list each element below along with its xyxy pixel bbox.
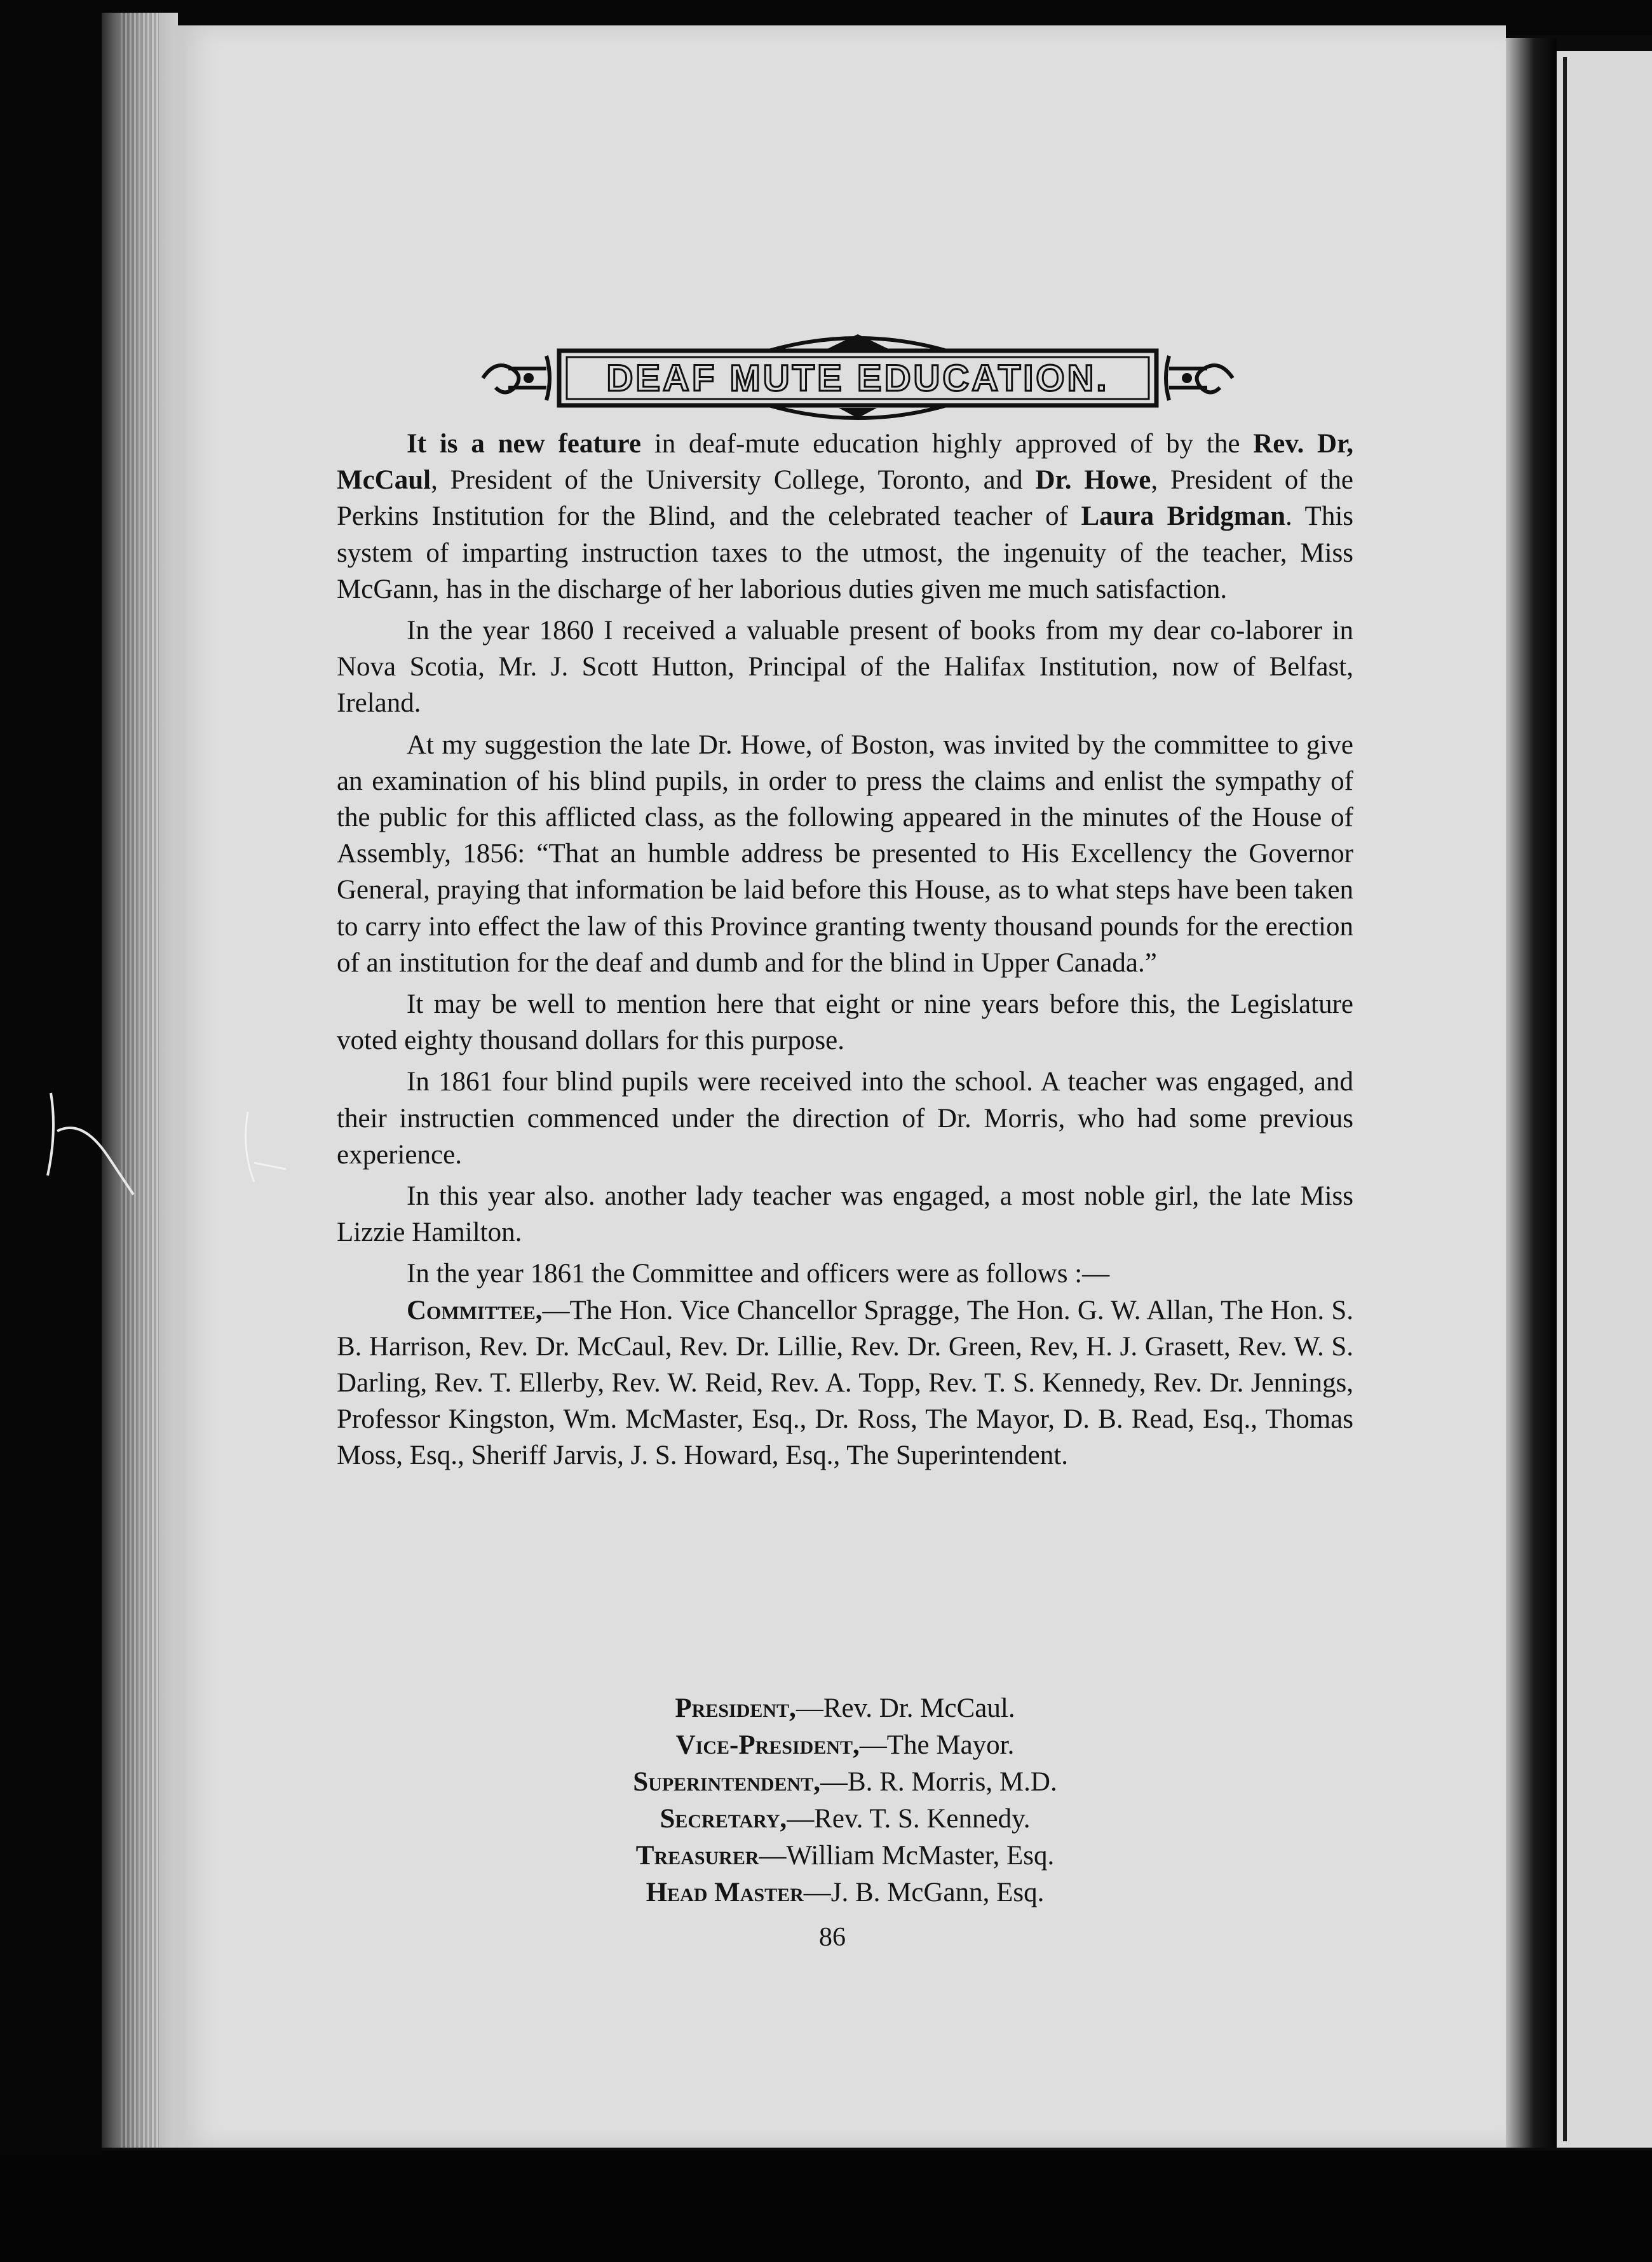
- paragraph-3: At my suggestion the late Dr. Howe, of Boston, was invited by the committee to give an examination of his blind pupils, in order to press the claims and enlist the sympathy of the public for this afflicted class, as the following appeared in the minutes of the House of Assembly, 1856: “That an humble address be presented to His Excellency the Governor General, praying that information be laid before this House, as to what steps have been taken to carry into effect the law of this Province granting twenty thousand pounds for the erection of an institution for the deaf and dumb and for the blind in Upper Canada.”: [337, 729, 1353, 978]
- scan-border-bottom: [0, 2151, 1652, 2262]
- facing-page: [1557, 51, 1652, 2148]
- paragraph-lead: It is a new feature: [407, 429, 641, 459]
- page-stack-lines: [121, 13, 159, 2148]
- officer-row: Treasurer—William McMaster, Esq.: [635, 1841, 1055, 1871]
- officer-row: President,—Rev. Dr. McCaul.: [675, 1693, 1015, 1723]
- officer-row: Superintendent,—B. R. Morris, M.D.: [633, 1767, 1057, 1797]
- body-text: [337, 426, 1353, 1474]
- officer-row: Head Master—J. B. McGann, Esq.: [646, 1878, 1045, 1907]
- paragraph-1: It is a new feature in deaf-mute education highly approved of by the Rev. Dr, McCaul, President of the University College, Toronto, and Dr. Howe, President of the Perkins Institution for the Blind, and the celebrated teacher of Laura Bridgman. This system of imparting instruction taxes to the utmost, the ingenuity of the teacher, Miss McGann, has in the discharge of her laborious duties given me much satisfaction.: [337, 429, 1353, 604]
- scan-border-left: [0, 0, 102, 2262]
- officers-list: [337, 1690, 1353, 1911]
- paragraph-6: In this year also. another lady teacher was engaged, a most noble girl, the late Miss Lizzie Hamilton.: [337, 1181, 1353, 1248]
- page-number: 86: [819, 1923, 846, 1952]
- paragraph-4: It may be well to mention here that eight or nine years before this, the Legislature voted eighty thousand dollars for this purpose.: [337, 989, 1353, 1056]
- committee-label: Committee,: [407, 1295, 543, 1325]
- chapter-heading-banner: [470, 330, 1245, 426]
- paragraph-5: In 1861 four blind pupils were received into the school. A teacher was engaged, and their instructien commenced under the direction of Dr. Morris, who had some previous experience.: [337, 1067, 1353, 1170]
- paragraph-2: In the year 1860 I received a valuable present of books from my dear co-laborer in Nova Scotia, Mr. J. Scott Hutton, Principal of the Halifax Institution, now of Belfast, Ireland.: [337, 616, 1353, 719]
- chapter-title: DEAF MUTE EDUCATION.: [606, 357, 1109, 399]
- book-gutter: [1506, 38, 1557, 2148]
- officer-row: Vice-President,—The Mayor.: [675, 1730, 1015, 1760]
- officer-row: Secretary,—Rev. T. S. Kennedy.: [660, 1804, 1031, 1834]
- paragraph-committee: Committee,—The Hon. Vice Chancellor Spragge, The Hon. G. W. Allan, The Hon. S. B. Harrison, Rev. Dr. McCaul, Rev. Dr. Lillie, Rev. Dr. Green, Rev, H. J. Grasett, Rev. W. S. Darling, Rev. T. Ellerby, Rev. W. Reid, Rev. A. Topp, Rev. T. S. Kennedy, Rev. Dr. Jennings, Professor Kingston, Wm. McMaster, Esq., Dr. Ross, The Mayor, D. B. Read, Esq., Thomas Moss, Esq., Sheriff Jarvis, J. S. Howard, Esq., The Superintendent.: [337, 1295, 1353, 1471]
- paragraph-7: In the year 1861 the Committee and officers were as follows :—: [407, 1259, 1110, 1289]
- facing-page-edge: [1563, 57, 1567, 2141]
